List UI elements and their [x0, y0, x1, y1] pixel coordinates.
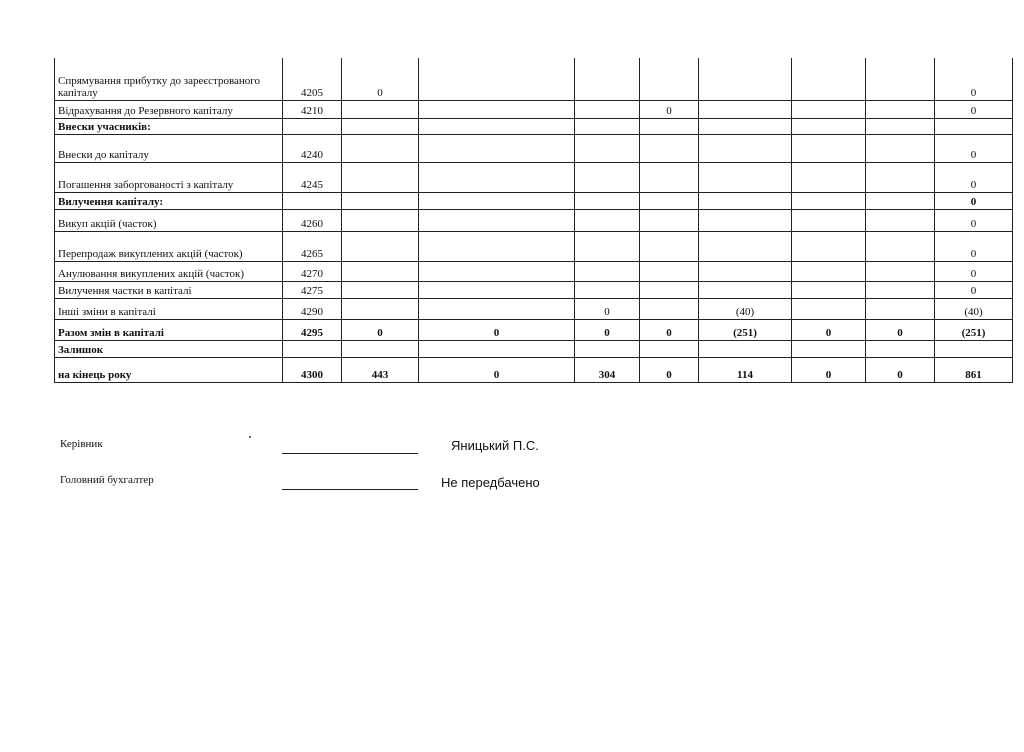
table-row [55, 192, 1013, 209]
value-cell [935, 340, 1013, 357]
value-cell [575, 118, 640, 134]
value-cell: 0 [419, 357, 575, 382]
value-cell [342, 340, 419, 357]
value-cell [792, 209, 866, 231]
value-cell [640, 58, 699, 100]
value-cell [699, 209, 792, 231]
value-cell [342, 281, 419, 298]
row-code: 4245 [283, 162, 342, 192]
accountant-name: Не передбачено [441, 475, 540, 490]
value-cell: 0 [935, 281, 1013, 298]
row-label: Перепродаж викуплених акцій (часток) [55, 231, 283, 261]
value-cell: 0 [575, 298, 640, 319]
row-code: 4270 [283, 261, 342, 281]
value-cell [419, 192, 575, 209]
row-label: Залишок [55, 340, 283, 357]
value-cell: 0 [935, 58, 1013, 100]
value-cell [935, 118, 1013, 134]
head-label: Керівник [60, 438, 103, 450]
value-cell [866, 118, 935, 134]
value-cell [866, 261, 935, 281]
scan-dot [249, 436, 251, 438]
value-cell [640, 298, 699, 319]
value-cell [792, 58, 866, 100]
accountant-signature-line [282, 489, 418, 490]
value-cell [419, 58, 575, 100]
value-cell [866, 192, 935, 209]
value-cell [419, 231, 575, 261]
row-code: 4265 [283, 231, 342, 261]
value-cell: (251) [699, 319, 792, 340]
row-label: Погашення заборгованості з капіталу [55, 162, 283, 192]
value-cell [866, 209, 935, 231]
row-code: 4210 [283, 100, 342, 118]
value-cell: 0 [866, 357, 935, 382]
value-cell: 0 [935, 192, 1013, 209]
value-cell [342, 192, 419, 209]
value-cell [699, 58, 792, 100]
value-cell [342, 298, 419, 319]
value-cell: (251) [935, 319, 1013, 340]
table-row [55, 298, 1013, 319]
row-label: Вилучення частки в капіталі [55, 281, 283, 298]
value-cell: 861 [935, 357, 1013, 382]
value-cell [342, 162, 419, 192]
value-cell [792, 298, 866, 319]
value-cell [575, 231, 640, 261]
row-label: Вилучення капіталу: [55, 192, 283, 209]
row-label: Внески до капіталу [55, 134, 283, 162]
value-cell [419, 281, 575, 298]
value-cell: 0 [935, 209, 1013, 231]
value-cell [640, 281, 699, 298]
value-cell: (40) [699, 298, 792, 319]
row-label: Внески учасників: [55, 118, 283, 134]
value-cell [699, 281, 792, 298]
value-cell [419, 162, 575, 192]
value-cell: (40) [935, 298, 1013, 319]
table-row [55, 58, 1013, 100]
row-label: Спрямування прибутку до зареєстрованого капіталу [55, 58, 283, 100]
value-cell [342, 209, 419, 231]
value-cell [575, 281, 640, 298]
value-cell: 114 [699, 357, 792, 382]
capital-changes-table [54, 58, 1013, 383]
row-label: Викуп акцій (часток) [55, 209, 283, 231]
value-cell [866, 231, 935, 261]
value-cell [575, 162, 640, 192]
value-cell [792, 192, 866, 209]
value-cell [342, 134, 419, 162]
value-cell [640, 134, 699, 162]
value-cell: 0 [419, 319, 575, 340]
table-body [55, 58, 1013, 382]
value-cell [640, 118, 699, 134]
value-cell: 0 [792, 357, 866, 382]
value-cell [575, 261, 640, 281]
table-row [55, 209, 1013, 231]
value-cell [575, 192, 640, 209]
value-cell [866, 134, 935, 162]
value-cell [792, 340, 866, 357]
table-row [55, 340, 1013, 357]
value-cell: 0 [866, 319, 935, 340]
value-cell [342, 100, 419, 118]
table-row [55, 134, 1013, 162]
value-cell: 0 [342, 58, 419, 100]
value-cell [792, 231, 866, 261]
value-cell [419, 261, 575, 281]
value-cell: 0 [342, 319, 419, 340]
value-cell: 0 [640, 319, 699, 340]
value-cell [699, 340, 792, 357]
value-cell [699, 192, 792, 209]
value-cell [575, 340, 640, 357]
value-cell: 0 [935, 162, 1013, 192]
row-label: Разом змін в капіталі [55, 319, 283, 340]
value-cell: 0 [792, 319, 866, 340]
value-cell [419, 134, 575, 162]
value-cell [419, 298, 575, 319]
table-row [55, 319, 1013, 340]
row-code [283, 118, 342, 134]
value-cell [866, 281, 935, 298]
value-cell [699, 100, 792, 118]
value-cell [640, 261, 699, 281]
head-signature-line [282, 453, 418, 454]
value-cell [866, 298, 935, 319]
value-cell [866, 340, 935, 357]
value-cell [575, 58, 640, 100]
value-cell [342, 231, 419, 261]
value-cell [699, 231, 792, 261]
value-cell: 0 [640, 357, 699, 382]
value-cell [419, 340, 575, 357]
table-row [55, 231, 1013, 261]
row-code: 4240 [283, 134, 342, 162]
value-cell: 304 [575, 357, 640, 382]
value-cell [640, 192, 699, 209]
value-cell [575, 209, 640, 231]
value-cell [640, 231, 699, 261]
row-code: 4300 [283, 357, 342, 382]
table-row [55, 100, 1013, 118]
value-cell [575, 100, 640, 118]
value-cell [640, 340, 699, 357]
value-cell [342, 118, 419, 134]
row-code: 4260 [283, 209, 342, 231]
value-cell [792, 118, 866, 134]
row-code [283, 340, 342, 357]
table-row [55, 281, 1013, 298]
value-cell [699, 118, 792, 134]
value-cell [640, 209, 699, 231]
value-cell [792, 281, 866, 298]
row-label: Анулювання викуплених акцій (часток) [55, 261, 283, 281]
value-cell: 443 [342, 357, 419, 382]
value-cell [866, 100, 935, 118]
value-cell: 0 [935, 231, 1013, 261]
value-cell [419, 118, 575, 134]
head-name: Яницький П.С. [451, 438, 539, 453]
row-label: Інші зміни в капіталі [55, 298, 283, 319]
value-cell [792, 162, 866, 192]
value-cell [699, 261, 792, 281]
table-row [55, 118, 1013, 134]
row-label: Відрахування до Резервного капіталу [55, 100, 283, 118]
value-cell: 0 [575, 319, 640, 340]
row-code: 4275 [283, 281, 342, 298]
value-cell [866, 162, 935, 192]
value-cell [866, 58, 935, 100]
row-code [283, 192, 342, 209]
value-cell [699, 162, 792, 192]
value-cell: 0 [935, 100, 1013, 118]
table-row [55, 261, 1013, 281]
table-row [55, 162, 1013, 192]
value-cell: 0 [640, 100, 699, 118]
value-cell [342, 261, 419, 281]
value-cell [792, 134, 866, 162]
value-cell [640, 162, 699, 192]
value-cell [699, 134, 792, 162]
row-code: 4290 [283, 298, 342, 319]
value-cell [419, 100, 575, 118]
accountant-label: Головний бухгалтер [60, 474, 154, 486]
row-code: 4205 [283, 58, 342, 100]
row-label: на кінець року [55, 357, 283, 382]
value-cell: 0 [935, 134, 1013, 162]
value-cell [792, 261, 866, 281]
value-cell [792, 100, 866, 118]
table-row [55, 357, 1013, 382]
value-cell [575, 134, 640, 162]
value-cell [419, 209, 575, 231]
value-cell: 0 [935, 261, 1013, 281]
row-code: 4295 [283, 319, 342, 340]
